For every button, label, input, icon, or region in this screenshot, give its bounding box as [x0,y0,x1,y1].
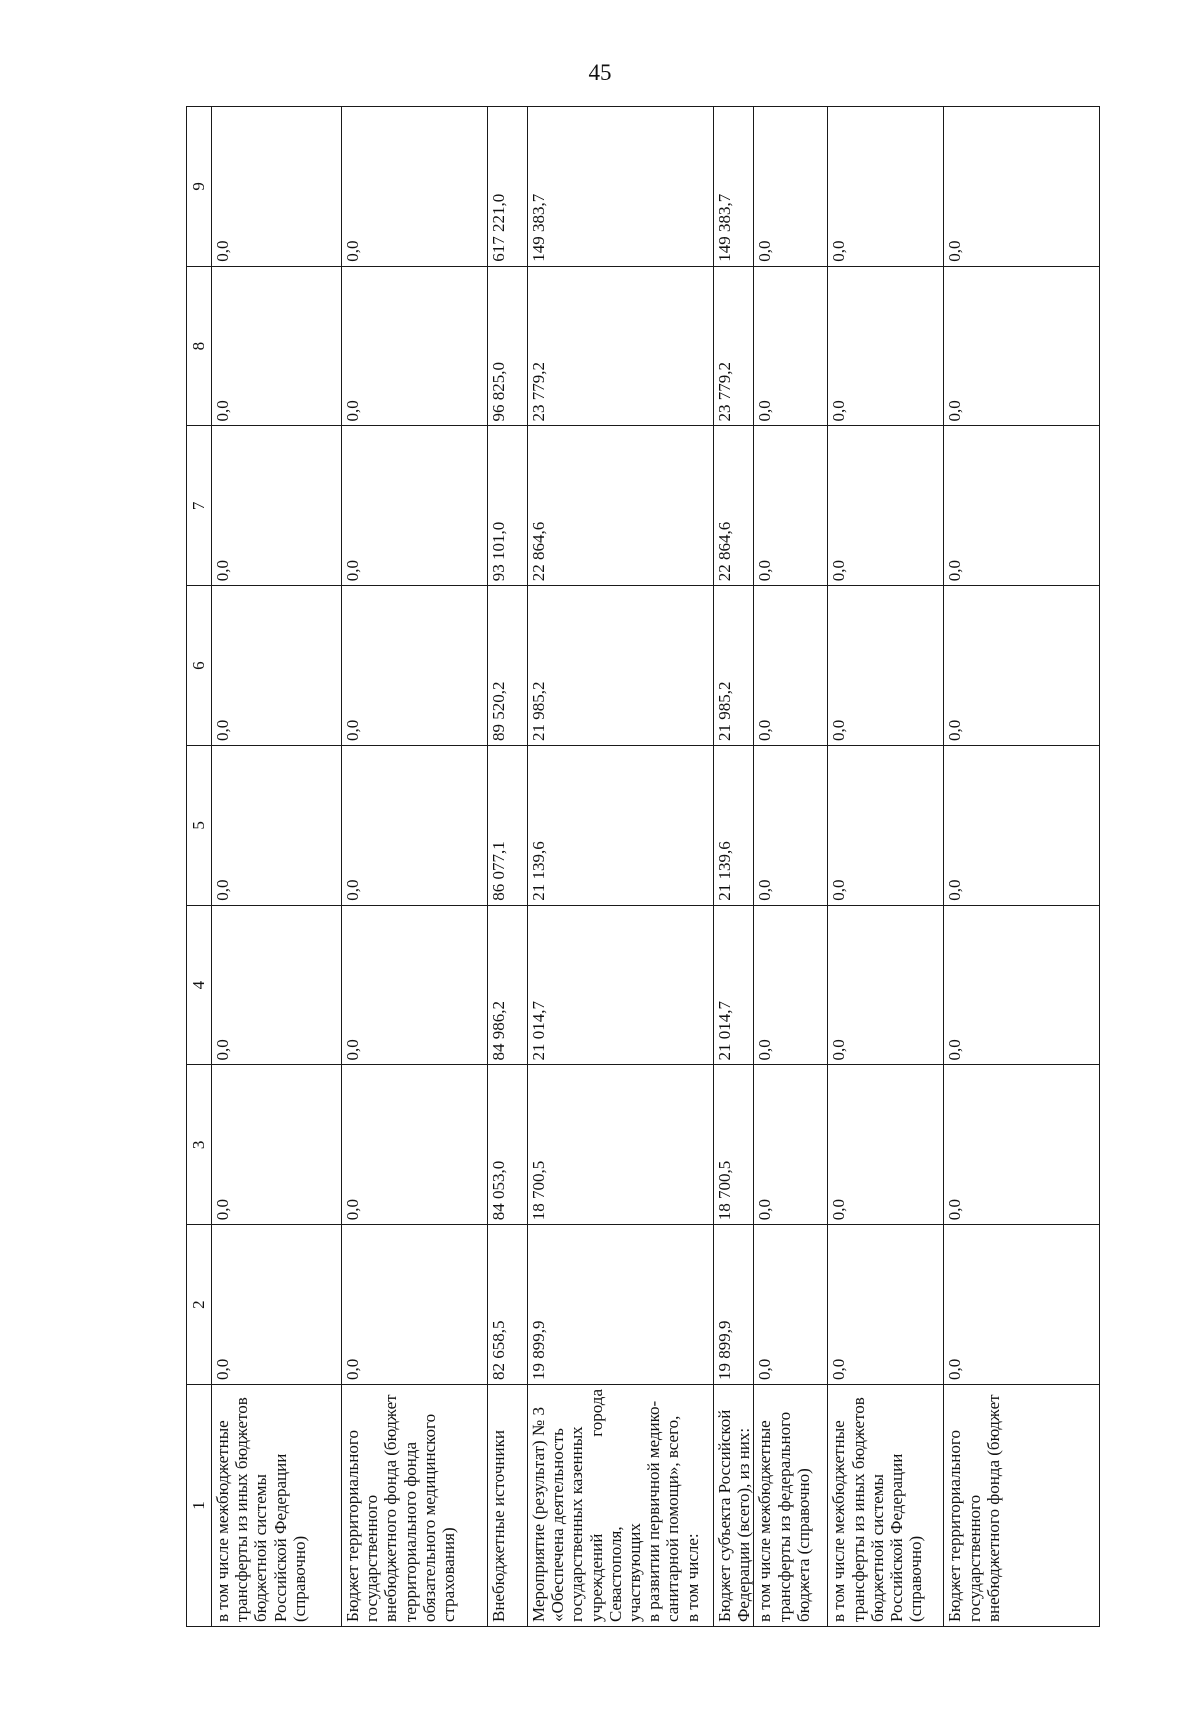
row-label [212,1385,342,1627]
value-cell: 0,0 [754,266,828,426]
value-cell: 0,0 [754,586,828,746]
header-row [187,107,212,1627]
value-cell: 0,0 [754,107,828,267]
row-label [714,1385,754,1627]
value-cell: 23 779,2 [714,266,754,426]
value-cell: 0,0 [342,107,488,267]
row-label-line: в том числе межбюджетные [755,1420,775,1622]
table-row [342,107,488,1627]
row-label [528,1385,714,1627]
value-cell: 149 383,7 [528,107,714,267]
column-header-6: 6 [187,586,212,746]
value-cell: 0,0 [944,746,1100,906]
row-label-line: государственных казенных [567,1426,587,1622]
column-header-5: 5 [187,746,212,906]
table-row [212,107,342,1627]
value-cell: 0,0 [944,1065,1100,1225]
row-label-line: обязательного медицинского [419,1413,439,1622]
value-cell: 0,0 [342,1225,488,1385]
row-label-line: трансферты из иных бюджетов [848,1397,868,1622]
value-cell: 0,0 [212,746,342,906]
page-number: 45 [588,60,612,85]
value-cell: 0,0 [828,107,944,267]
column-header-4: 4 [187,905,212,1065]
row-label-line: Мероприятие (результат) № 3 [529,1407,548,1622]
table-row [714,107,754,1627]
value-cell: 23 779,2 [528,266,714,426]
value-cell: 18 700,5 [528,1065,714,1225]
value-cell: 21 014,7 [528,905,714,1065]
value-cell: 21 985,2 [528,586,714,746]
value-cell: 89 520,2 [488,586,528,746]
row-label-line: в том числе межбюджетные [213,1420,232,1622]
value-cell: 0,0 [828,586,944,746]
value-cell: 0,0 [944,586,1100,746]
value-cell: 82 658,5 [488,1225,528,1385]
table-row [528,107,714,1627]
value-cell: 21 139,6 [714,746,754,906]
value-cell: 0,0 [212,1065,342,1225]
value-cell: 0,0 [212,1225,342,1385]
row-label-line: (справочно) [906,1535,926,1622]
row-label-line: Бюджет территориального [343,1430,362,1622]
row-label-line: территориального фонда [400,1441,420,1622]
column-header-7: 7 [187,426,212,586]
value-cell: 84 986,2 [488,905,528,1065]
value-cell: 19 899,9 [528,1225,714,1385]
value-cell: 21 985,2 [714,586,754,746]
value-cell: 0,0 [342,266,488,426]
row-label-line: государственного [362,1494,382,1622]
row-label-line: в том числе межбюджетные [829,1420,849,1622]
value-cell: 18 700,5 [714,1065,754,1225]
value-cell: 0,0 [828,905,944,1065]
row-label-line: Российской Федерации [270,1453,290,1622]
value-cell: 0,0 [212,586,342,746]
row-label-line: Бюджет территориального [945,1430,965,1622]
value-cell: 21 014,7 [714,905,754,1065]
value-cell: 0,0 [754,1225,828,1385]
column-header-2: 2 [187,1225,212,1385]
row-label [828,1385,944,1627]
value-cell: 22 864,6 [714,426,754,586]
value-cell: 0,0 [828,266,944,426]
row-label-line: «Обеспечена деятельность [548,1428,568,1622]
value-cell: 0,0 [212,905,342,1065]
value-cell: 0,0 [828,1225,944,1385]
row-label-line: страхования) [439,1527,459,1622]
row-label-line: санитарной помощи», всего, [663,1415,683,1622]
row-label-line: Федерации (всего), из них: [734,1427,754,1622]
row-label-line: бюджетной системы [251,1474,271,1622]
column-header-3: 3 [187,1065,212,1225]
value-cell: 617 221,0 [488,107,528,267]
value-cell: 0,0 [828,1065,944,1225]
value-cell: 0,0 [342,1065,488,1225]
row-label-line: бюджета (справочно) [793,1468,813,1622]
value-cell: 0,0 [342,426,488,586]
row-label-line: (справочно) [289,1535,309,1622]
rotated-table-container [186,107,1099,1627]
value-cell: 0,0 [754,1065,828,1225]
value-cell: 149 383,7 [714,107,754,267]
value-cell: 0,0 [212,426,342,586]
row-label-line: государственного [964,1494,984,1622]
budget-table [186,106,1100,1627]
value-cell: 0,0 [342,746,488,906]
row-label-line: в развитии первичной медико- [644,1400,664,1622]
row-label-line: внебюджетного фонда (бюджет [983,1394,1003,1622]
value-cell: 0,0 [212,266,342,426]
value-cell: 84 053,0 [488,1065,528,1225]
row-label-line: Внебюджетные источники [489,1430,508,1622]
row-label-line: трансферты из иных бюджетов [232,1397,252,1622]
value-cell: 0,0 [828,426,944,586]
value-cell: 96 825,0 [488,266,528,426]
row-label-line: Бюджет субъекта Российской [715,1409,734,1622]
value-cell: 0,0 [944,905,1100,1065]
value-cell: 0,0 [342,586,488,746]
value-cell: 86 077,1 [488,746,528,906]
value-cell: 0,0 [944,266,1100,426]
value-cell: 0,0 [828,746,944,906]
value-cell: 21 139,6 [528,746,714,906]
row-label-line: Российской Федерации [887,1453,907,1622]
value-cell: 0,0 [754,905,828,1065]
row-label-line: трансферты из федерального [774,1411,794,1622]
value-cell: 93 101,0 [488,426,528,586]
value-cell: 0,0 [342,905,488,1065]
value-cell: 22 864,6 [528,426,714,586]
row-label-line: бюджетной системы [867,1474,887,1622]
table-row [828,107,944,1627]
table-row [754,107,828,1627]
value-cell: 0,0 [754,426,828,586]
row-label [342,1385,488,1627]
column-header-1: 1 [187,1385,212,1627]
row-label [754,1385,828,1627]
table-row [488,107,528,1627]
value-cell: 19 899,9 [714,1225,754,1385]
value-cell: 0,0 [944,107,1100,267]
row-label-line: учреждений города Севастополя, [586,1389,625,1622]
table-row [944,107,1100,1627]
table-body [212,107,1100,1627]
value-cell: 0,0 [944,1225,1100,1385]
row-label [488,1385,528,1627]
row-label-line: участвующих [625,1523,645,1622]
value-cell: 0,0 [944,426,1100,586]
row-label-line: в том числе: [682,1533,702,1622]
column-header-9: 9 [187,107,212,267]
column-header-8: 8 [187,266,212,426]
row-label [944,1385,1100,1627]
value-cell: 0,0 [212,107,342,267]
row-label-line: внебюджетного фонда (бюджет [381,1394,401,1622]
value-cell: 0,0 [754,746,828,906]
